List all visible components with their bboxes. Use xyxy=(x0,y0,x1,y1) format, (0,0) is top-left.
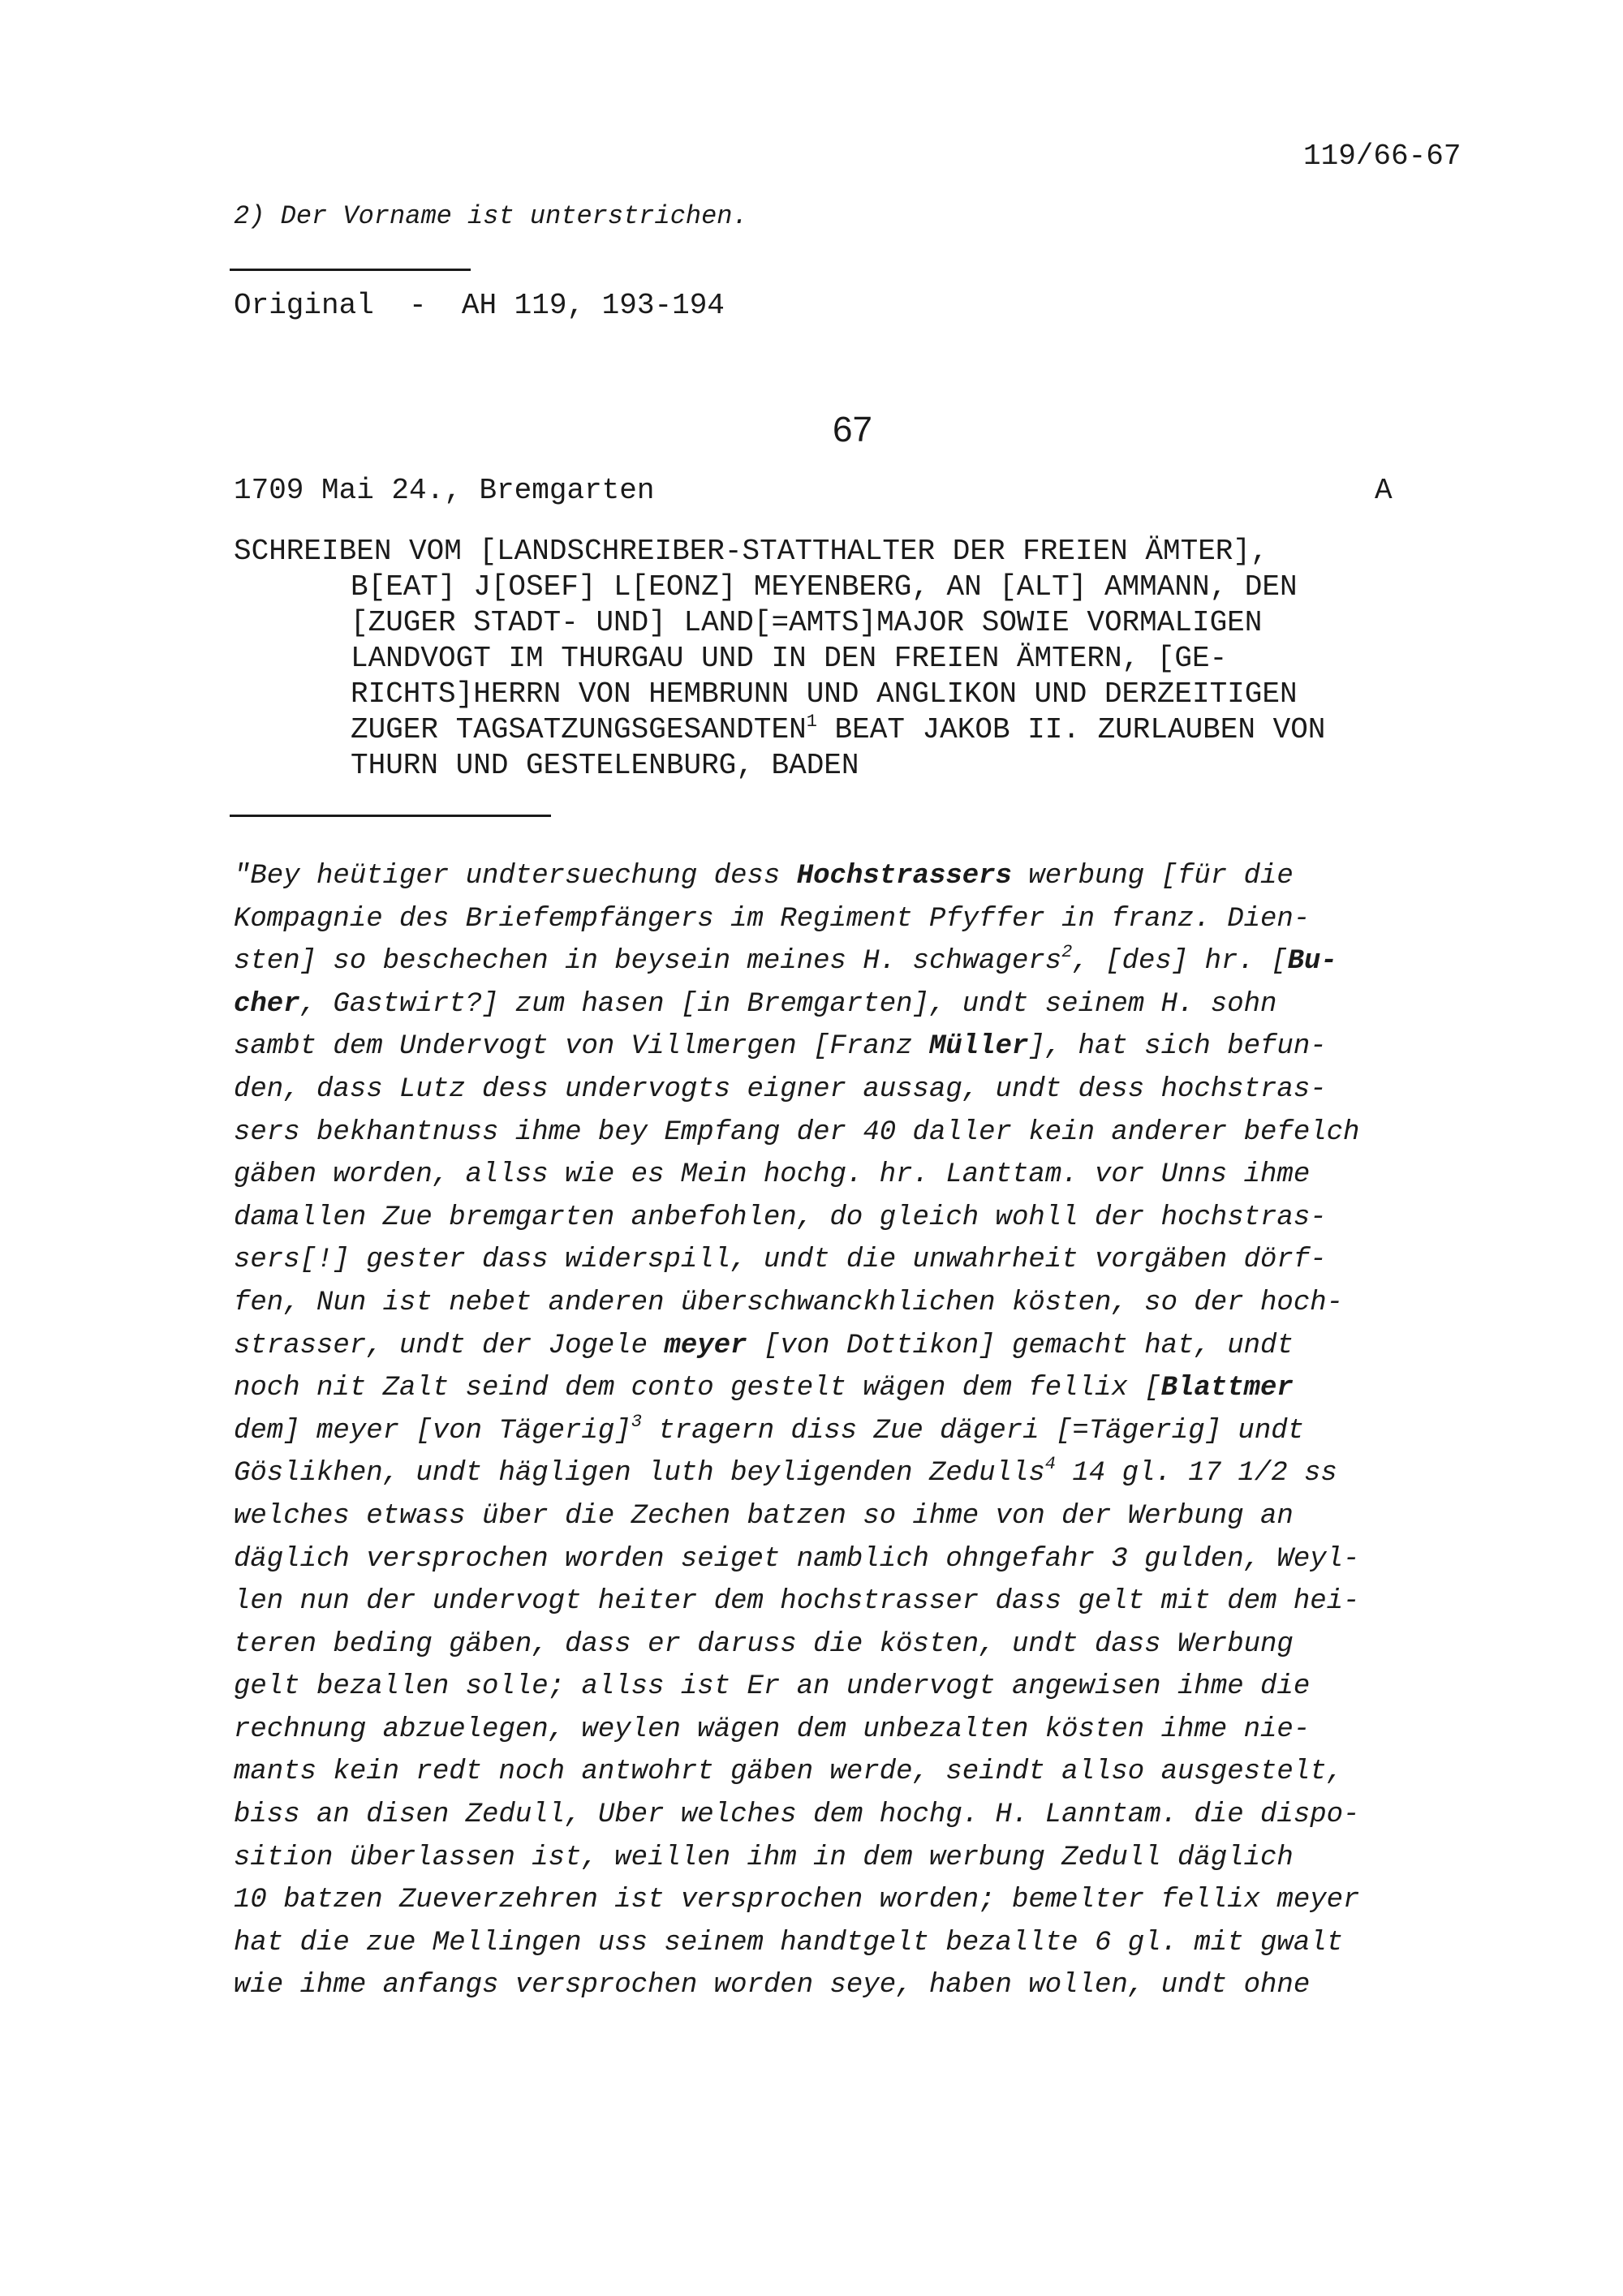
body-line: Kompagnie des Briefempfängers im Regiment Pfyffer in franz. Dien- xyxy=(234,903,1311,935)
heading-text: BEAT JAKOB II. ZURLAUBEN VON xyxy=(816,713,1326,746)
body-line xyxy=(234,940,1359,983)
heading-line: RICHTS]HERRN VON HEMBRUNN UND ANGLIKON UND DERZEITIGEN xyxy=(351,677,1298,711)
body-text: noch nit Zalt seind dem conto gestelt wägen dem fellix [ xyxy=(234,1373,1161,1404)
body-line: däglich versprochen worden seiget namblich ohngefahr 3 gulden, Weyl- xyxy=(234,1543,1360,1575)
page-reference: 119/66-67 xyxy=(1303,140,1462,173)
footnote-marker: 2 xyxy=(1061,942,1073,963)
body-line: sition überlassen ist, weillen ihm in dem werbung Zedull däglich xyxy=(234,1842,1294,1873)
body-text: sambt dem Undervogt von Villmergen [Franz xyxy=(234,1031,929,1063)
body-text: werbung [für die xyxy=(1011,861,1294,892)
emphasized-name: Hochstrassers xyxy=(796,861,1012,892)
transcription-body xyxy=(234,855,1359,2007)
heading-line: THURN UND GESTELENBURG, BADEN xyxy=(351,749,859,782)
emphasized-name: Blattmer xyxy=(1160,1373,1294,1404)
heading-line: [ZUGER STADT- UND] LAND[=AMTS]MAJOR SOWIE VORMALIGEN xyxy=(351,606,1263,639)
heading-line xyxy=(234,712,1500,748)
body-line: sers bekhantnuss ihme bey Empfang der 40 daller kein anderer befelch xyxy=(234,1116,1360,1148)
emphasized-name: Bu- xyxy=(1287,946,1337,978)
heading-text: ZUGER TAGSATZUNGSGESANDTEN xyxy=(351,713,807,746)
body-line: len nun der undervogt heiter dem hochstrasser dass gelt mit dem hei- xyxy=(234,1586,1360,1618)
body-text: ], hat sich befun- xyxy=(1028,1031,1327,1063)
body-text: , Gastwirt?] zum hasen [in Bremgarten], undt seinem H. sohn xyxy=(299,988,1277,1020)
original-source-reference: Original - AH 119, 193-194 xyxy=(234,289,725,322)
body-line: biss an disen Zedull, Uber welches dem hochg. H. Lanntam. die dispo- xyxy=(234,1799,1360,1831)
heading-separator xyxy=(230,815,551,817)
emphasized-name: Müller xyxy=(928,1031,1029,1063)
heading-line: B[EAT] J[OSEF] L[EONZ] MEYENBERG, AN [ALT] AMMANN, DEN xyxy=(351,570,1298,604)
body-line: den, dass Lutz dess undervogts eigner aussag, undt dess hochstras- xyxy=(234,1073,1327,1105)
body-line xyxy=(234,1452,1359,1495)
heading-line: SCHREIBEN VOM [LANDSCHREIBER-STATTHALTER DER FREIEN ÄMTER], xyxy=(234,535,1268,568)
body-line: damallen Zue bremgarten anbefohlen, do gleich wohll der hochstras- xyxy=(234,1202,1327,1233)
body-line: teren beding gäben, dass er daruss die kösten, undt dass Werbung xyxy=(234,1628,1294,1660)
body-line: sers[!] gester dass widerspill, undt die unwahrheit vorgäben dörf- xyxy=(234,1245,1327,1276)
body-text: "Bey heütiger undtersuechung dess xyxy=(234,861,797,892)
body-text: dem] meyer [von Tägerig] xyxy=(234,1415,631,1447)
heading-line: LANDVOGT IM THURGAU UND IN DEN FREIEN ÄMTERN, [GE- xyxy=(351,642,1228,675)
body-text: tragern diss Zue dägeri [=Tägerig] undt xyxy=(641,1415,1305,1447)
emphasized-name: cher xyxy=(234,988,300,1020)
document-number: 67 xyxy=(833,410,872,449)
body-line: mants kein redt noch antwohrt gäben werde, seindt allso ausgestelt, xyxy=(234,1756,1344,1788)
body-text: , [des] hr. [ xyxy=(1072,946,1288,978)
body-line: fen, Nun ist nebet anderen überschwanckhlichen kösten, so der hoch- xyxy=(234,1287,1344,1318)
document-date-place: 1709 Mai 24., Bremgarten xyxy=(234,474,655,507)
body-text: 14 gl. 17 1/2 ss xyxy=(1055,1458,1337,1490)
previous-footnote: 2) Der Vorname ist unterstrichen. xyxy=(234,201,748,231)
body-line: 10 batzen Zueverzehren ist versprochen worden; bemelter fellix meyer xyxy=(234,1885,1360,1916)
footnote-marker: 3 xyxy=(631,1411,642,1432)
footnote-marker: 4 xyxy=(1044,1454,1056,1475)
body-line: welches etwass über die Zechen batzen so ihme von der Werbung an xyxy=(234,1500,1294,1532)
emphasized-name: meyer xyxy=(664,1330,747,1361)
body-line xyxy=(234,1325,1359,1368)
body-text: Göslikhen, undt hägligen luth beyligenden Zedulls xyxy=(234,1458,1045,1490)
body-line xyxy=(234,983,1359,1026)
body-line xyxy=(234,855,1359,898)
body-line xyxy=(234,1025,1359,1068)
body-line: wie ihme anfangs versprochen worden seye, haben wollen, undt ohne xyxy=(234,1970,1311,2001)
footnote-marker: 1 xyxy=(806,712,817,732)
footnote-separator xyxy=(230,269,471,271)
body-text: [von Dottikon] gemacht hat, undt xyxy=(747,1330,1294,1361)
body-line xyxy=(234,1410,1359,1453)
body-line xyxy=(234,1367,1359,1410)
document-class: A xyxy=(1375,474,1393,507)
document-heading xyxy=(234,534,1500,784)
body-text: strasser, undt der Jogele xyxy=(234,1330,665,1361)
body-line: rechnung abzuelegen, weylen wägen dem unbezalten kösten ihme nie- xyxy=(234,1713,1311,1745)
body-line: gelt bezallen solle; allss ist Er an undervogt angewisen ihme die xyxy=(234,1671,1311,1703)
body-line: hat die zue Mellingen uss seinem handtgelt bezallte 6 gl. mit gwalt xyxy=(234,1927,1344,1958)
body-text: sten] so beschechen in beysein meines H. schwagers xyxy=(234,946,1062,978)
body-line: gäben worden, allss wie es Mein hochg. hr. Lanttam. vor Unns ihme xyxy=(234,1159,1311,1191)
